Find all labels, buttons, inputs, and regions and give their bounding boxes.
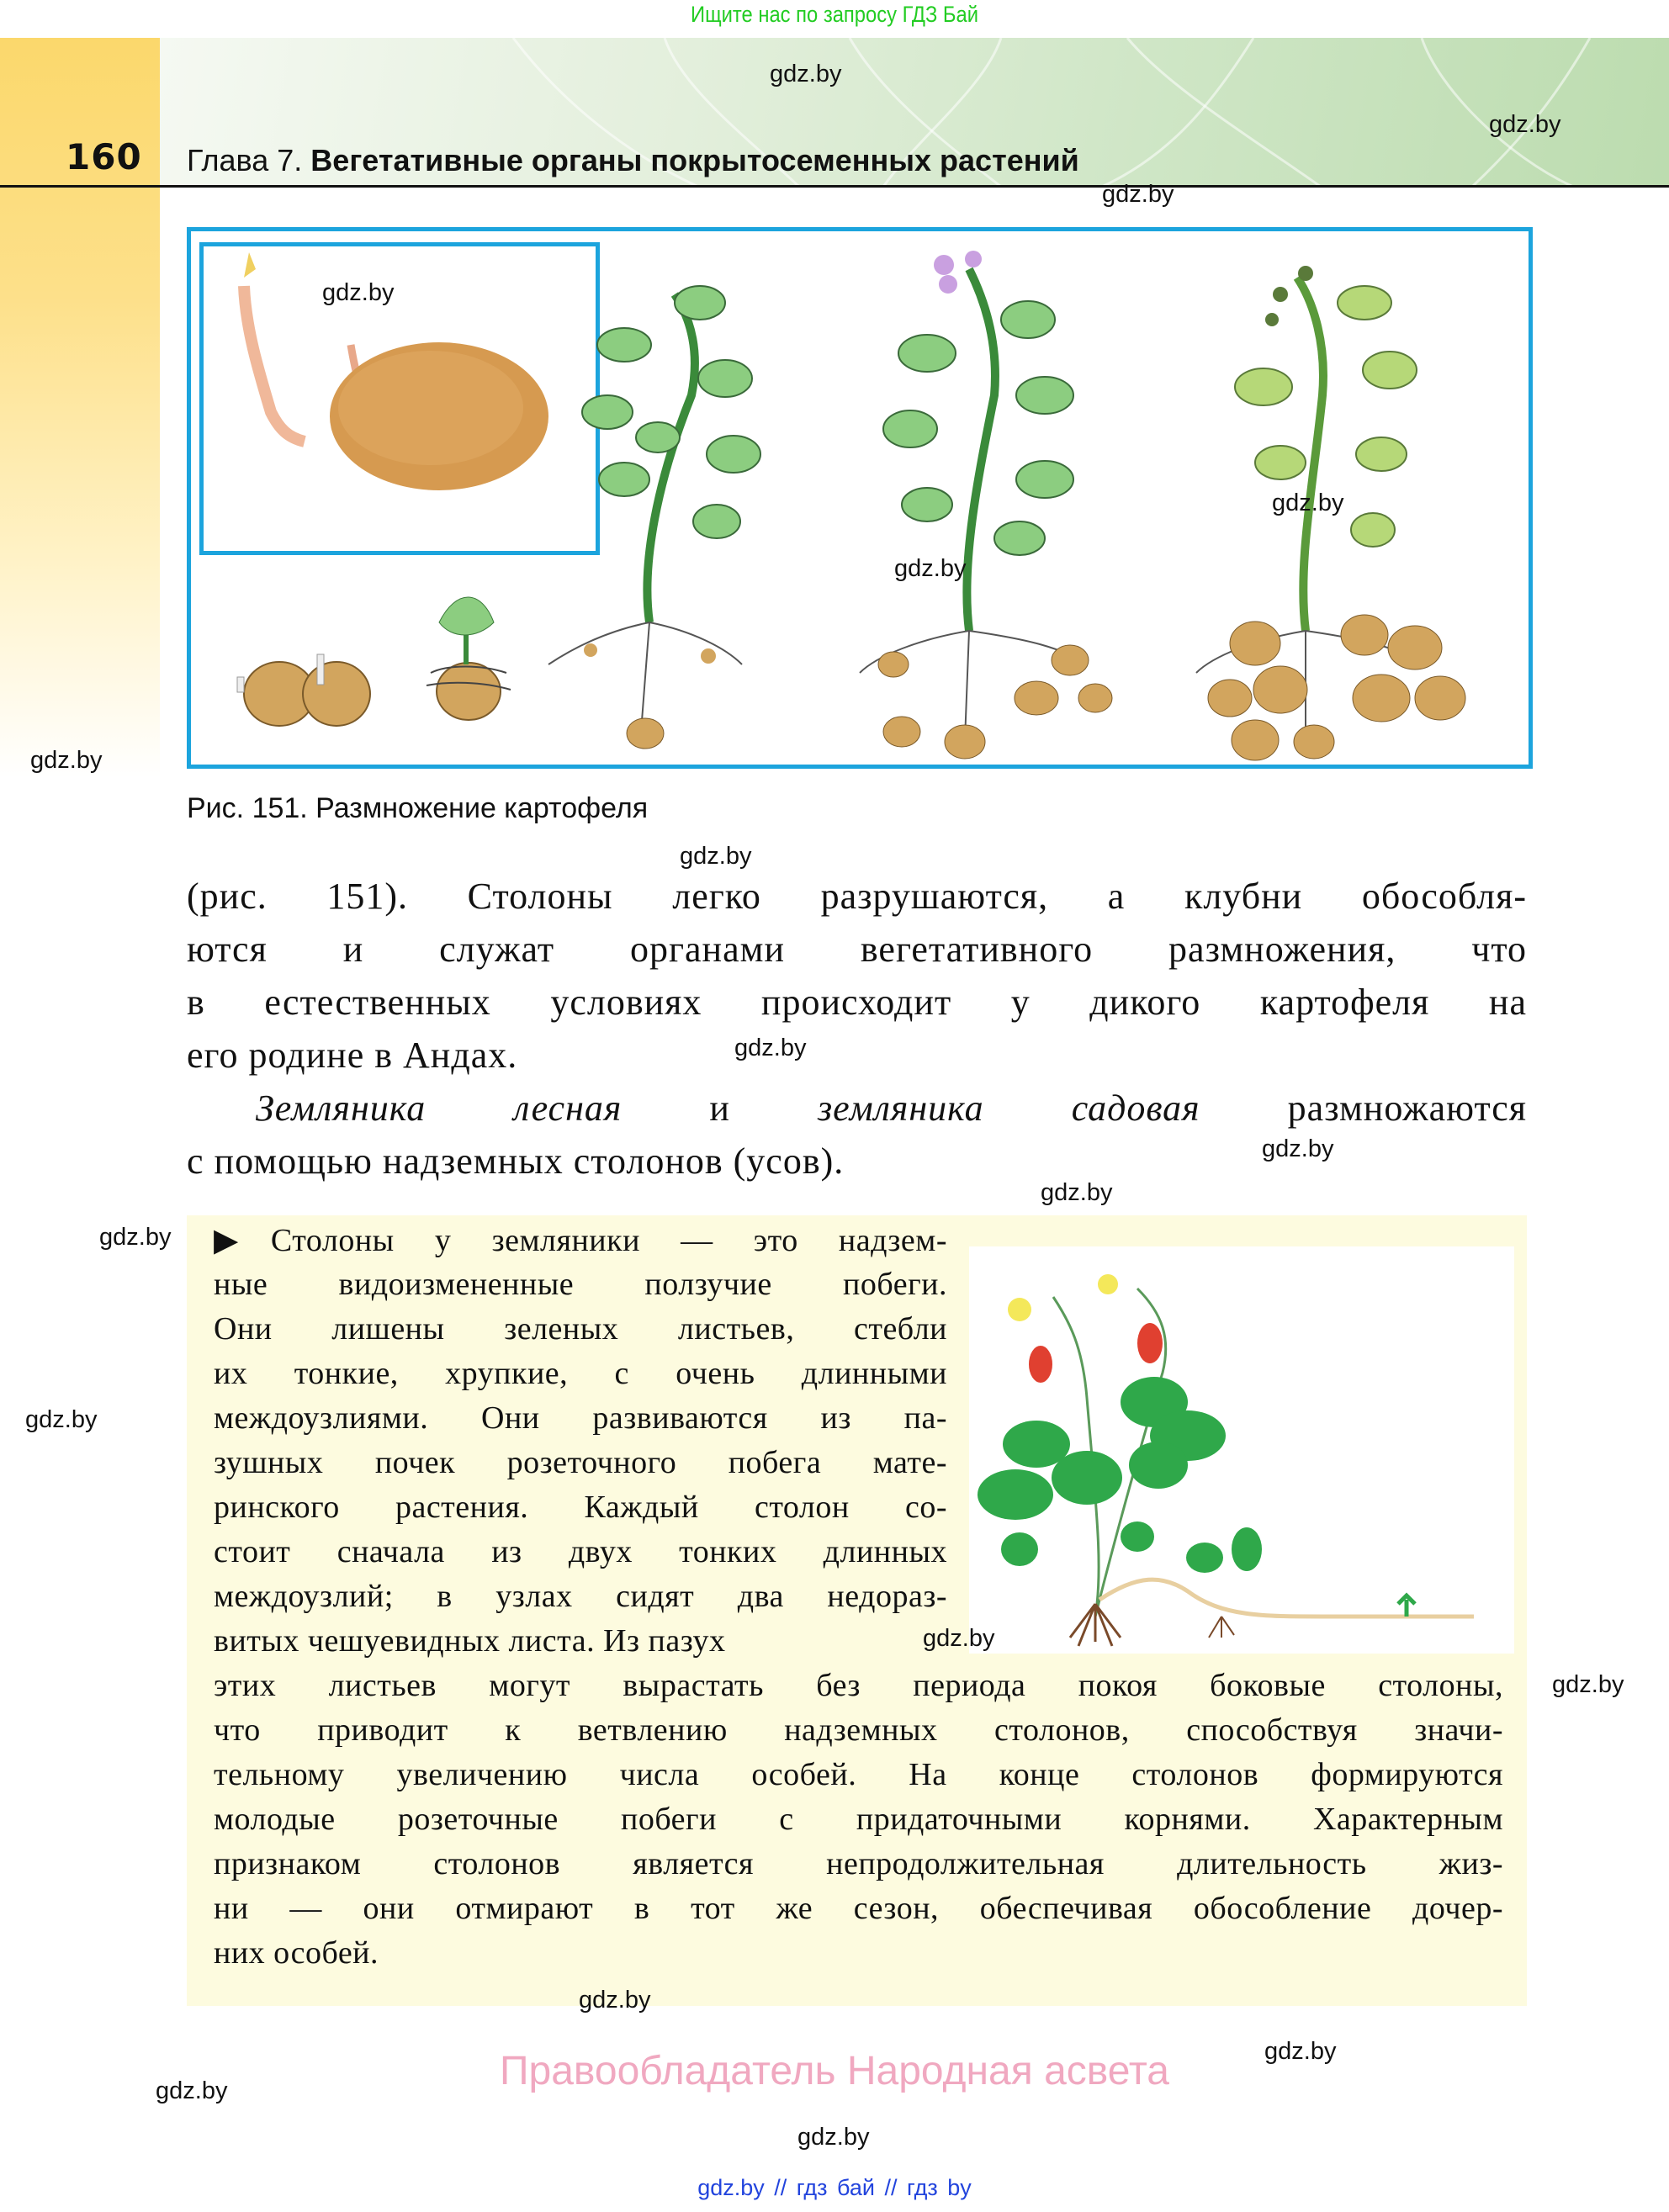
watermark: gdz.by [1041, 1179, 1113, 1206]
term-wild-strawberry: Земляника лесная [256, 1087, 623, 1129]
watermark: gdz.by [99, 1224, 172, 1251]
figure-caption: Рис. 151. Размножение картофеля [187, 792, 649, 824]
callout-line: этих листьев могут вырастать без периода покоя боковые столоны, [214, 1668, 1503, 1703]
callout-line: ринского растения. Каждый столон со- [214, 1490, 947, 1525]
callout-line: них особей. [214, 1935, 379, 1971]
watermark: gdz.by [579, 1987, 651, 2014]
strawberry-paragraph-line-2: с помощью надземных столонов (усов). [187, 1140, 845, 1182]
callout-line: междоузлий; в узлах сидят два недораз- [214, 1579, 947, 1614]
callout-line: молодые розеточные побеги с придаточными корнями. Характерным [214, 1802, 1503, 1837]
bullet-triangle-icon: ▶ [214, 1223, 271, 1258]
callout-line: витых чешуевидных листа. Из пазух [214, 1623, 726, 1659]
chapter-prefix: Глава 7. [187, 143, 303, 177]
watermark: gdz.by [322, 279, 395, 306]
callout-line: стоит сначала из двух тонких длинных [214, 1534, 947, 1569]
callout-text: Столоны у земляники — это надзем- [270, 1223, 947, 1258]
plant-stolons-small-tubers [548, 286, 760, 749]
sprouted-tuber-photo [244, 252, 548, 490]
footer-links[interactable]: gdz.by // гдз бай // гдз by [697, 2175, 972, 2200]
text: размножаются [1200, 1087, 1527, 1129]
body-line: его родине в Андах. [187, 1035, 518, 1076]
body-line: ются и служат органами вегетативного размножения, что [187, 929, 1527, 970]
body-line: в естественных условиях происходит у дикого картофеля на [187, 982, 1527, 1023]
callout-line: Они лишены зеленых листьев, стебли [214, 1311, 947, 1347]
callout-line [214, 1221, 947, 1259]
callout-line: признаком столонов является непродолжительная длительность жиз- [214, 1846, 1503, 1881]
watermark: gdz.by [923, 1625, 995, 1652]
callout-line: тельному увеличению числа особей. На конце столонов формируются [214, 1757, 1503, 1792]
watermark: gdz.by [1489, 111, 1561, 138]
callout-line: ни — они отмирают в тот же сезон, обеспечивая обособление дочер- [214, 1891, 1503, 1926]
watermark: gdz.by [770, 61, 842, 87]
watermark: gdz.by [30, 747, 103, 774]
page-number: 160 [66, 136, 142, 177]
callout-line: зушных почек розеточного побега мате- [214, 1445, 947, 1480]
strawberry-paragraph-line-1 [256, 1087, 1527, 1130]
strawberry-image [969, 1246, 1514, 1654]
body-line: (рис. 151). Столоны легко разрушаются, а клубни обособля- [187, 876, 1527, 917]
callout-line: что приводит к ветвлению надземных столонов, способствуя значи- [214, 1712, 1503, 1748]
watermark: gdz.by [894, 555, 967, 582]
watermark: gdz.by [1262, 1135, 1334, 1162]
copyright-holder: Правообладатель Народная асвета [500, 2049, 1169, 2093]
callout-line: ные видоизмененные ползучие побеги. [214, 1267, 947, 1302]
callout-line: их тонкие, хрупкие, с очень длинными [214, 1356, 947, 1391]
watermark: gdz.by [680, 843, 752, 870]
watermark: gdz.by [1552, 1671, 1624, 1698]
watermark: gdz.by [1264, 2038, 1337, 2065]
watermark: gdz.by [1102, 181, 1174, 208]
chapter-title [187, 143, 1079, 178]
watermark: gdz.by [734, 1035, 807, 1061]
term-garden-strawberry: земляника садовая [818, 1087, 1200, 1129]
top-banner[interactable]: Ищите нас по запросу ГДЗ Бай [690, 2, 978, 27]
watermark: gdz.by [25, 1406, 98, 1433]
header-rule [0, 185, 1669, 188]
watermark: gdz.by [797, 2124, 870, 2151]
watermark: gdz.by [1272, 489, 1344, 516]
tuber-stage-2 [303, 654, 370, 726]
watermark: gdz.by [156, 2077, 228, 2104]
callout-line: междоузлиями. Они развиваются из па- [214, 1400, 947, 1436]
conjunction: и [622, 1087, 819, 1129]
plant-flowering [860, 251, 1112, 759]
chapter-name: Вегетативные органы покрытосеменных растений [310, 143, 1079, 177]
tuber-stage-3-young-plant [427, 597, 511, 720]
strawberry-illustration [969, 1246, 1514, 1654]
